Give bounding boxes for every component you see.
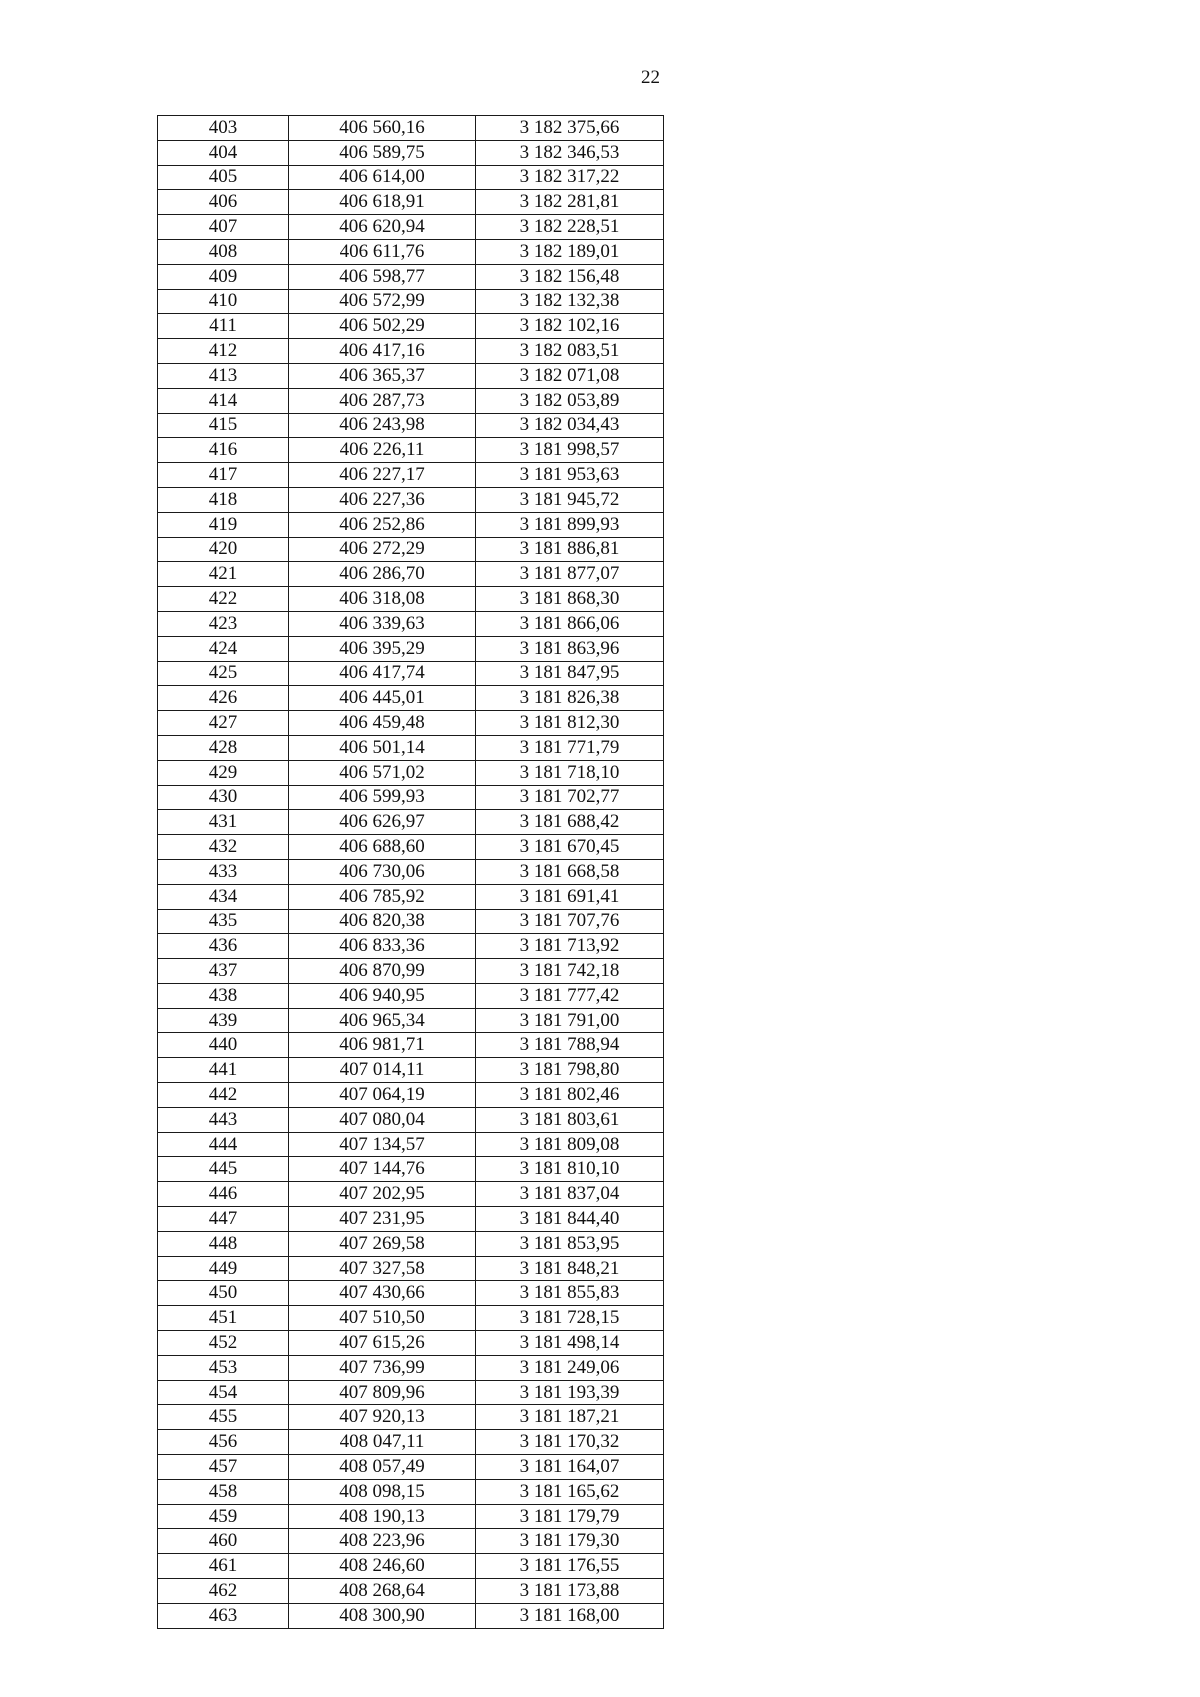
point-number-cell: 450 [158,1281,289,1306]
point-number-cell: 409 [158,264,289,289]
y-coordinate-cell: 3 182 156,48 [476,264,664,289]
table-row [158,959,664,984]
table-row [158,1529,664,1554]
point-number-cell: 413 [158,363,289,388]
point-number-cell: 403 [158,116,289,141]
table-row [158,1603,664,1628]
table-row [158,487,664,512]
coordinates-table [157,115,664,1629]
point-number-cell: 416 [158,438,289,463]
x-coordinate-cell: 406 459,48 [289,711,476,736]
y-coordinate-cell: 3 181 193,39 [476,1380,664,1405]
table-row [158,1033,664,1058]
table-row [158,339,664,364]
x-coordinate-cell: 406 445,01 [289,686,476,711]
y-coordinate-cell: 3 182 375,66 [476,116,664,141]
table-row [158,636,664,661]
table-row [158,438,664,463]
table-row [158,413,664,438]
point-number-cell: 455 [158,1405,289,1430]
point-number-cell: 414 [158,388,289,413]
table-row [158,1554,664,1579]
x-coordinate-cell: 406 940,95 [289,983,476,1008]
table-row [158,1355,664,1380]
point-number-cell: 405 [158,165,289,190]
point-number-cell: 457 [158,1455,289,1480]
y-coordinate-cell: 3 181 165,62 [476,1479,664,1504]
x-coordinate-cell: 406 501,14 [289,735,476,760]
table-row [158,215,664,240]
table-row [158,116,664,141]
table-row [158,314,664,339]
table-row [158,1281,664,1306]
point-number-cell: 419 [158,512,289,537]
y-coordinate-cell: 3 181 170,32 [476,1430,664,1455]
x-coordinate-cell: 406 395,29 [289,636,476,661]
x-coordinate-cell: 406 560,16 [289,116,476,141]
y-coordinate-cell: 3 182 053,89 [476,388,664,413]
x-coordinate-cell: 406 730,06 [289,859,476,884]
table-row [158,1008,664,1033]
y-coordinate-cell: 3 182 189,01 [476,239,664,264]
table-row [158,587,664,612]
y-coordinate-cell: 3 181 847,95 [476,661,664,686]
y-coordinate-cell: 3 181 866,06 [476,611,664,636]
x-coordinate-cell: 406 286,70 [289,562,476,587]
table-row [158,1107,664,1132]
point-number-cell: 429 [158,760,289,785]
y-coordinate-cell: 3 182 132,38 [476,289,664,314]
point-number-cell: 415 [158,413,289,438]
x-coordinate-cell: 406 620,94 [289,215,476,240]
y-coordinate-cell: 3 181 249,06 [476,1355,664,1380]
point-number-cell: 448 [158,1231,289,1256]
y-coordinate-cell: 3 181 728,15 [476,1306,664,1331]
table-row [158,512,664,537]
point-number-cell: 431 [158,810,289,835]
table-row [158,1380,664,1405]
point-number-cell: 432 [158,835,289,860]
table-row [158,1231,664,1256]
table-row [158,1430,664,1455]
x-coordinate-cell: 406 243,98 [289,413,476,438]
y-coordinate-cell: 3 181 498,14 [476,1331,664,1356]
point-number-cell: 439 [158,1008,289,1033]
table-row [158,909,664,934]
point-number-cell: 418 [158,487,289,512]
point-number-cell: 447 [158,1207,289,1232]
x-coordinate-cell: 406 417,74 [289,661,476,686]
y-coordinate-cell: 3 181 670,45 [476,835,664,860]
y-coordinate-cell: 3 181 771,79 [476,735,664,760]
x-coordinate-cell: 406 618,91 [289,190,476,215]
y-coordinate-cell: 3 181 688,42 [476,810,664,835]
point-number-cell: 410 [158,289,289,314]
point-number-cell: 440 [158,1033,289,1058]
table-row [158,264,664,289]
x-coordinate-cell: 406 614,00 [289,165,476,190]
y-coordinate-cell: 3 182 228,51 [476,215,664,240]
x-coordinate-cell: 407 014,11 [289,1058,476,1083]
y-coordinate-cell: 3 181 886,81 [476,537,664,562]
point-number-cell: 426 [158,686,289,711]
point-number-cell: 436 [158,934,289,959]
x-coordinate-cell: 407 327,58 [289,1256,476,1281]
point-number-cell: 407 [158,215,289,240]
point-number-cell: 404 [158,140,289,165]
x-coordinate-cell: 408 057,49 [289,1455,476,1480]
table-row [158,1306,664,1331]
table-row [158,735,664,760]
y-coordinate-cell: 3 181 164,07 [476,1455,664,1480]
y-coordinate-cell: 3 181 179,30 [476,1529,664,1554]
point-number-cell: 442 [158,1083,289,1108]
y-coordinate-cell: 3 181 855,83 [476,1281,664,1306]
x-coordinate-cell: 408 223,96 [289,1529,476,1554]
y-coordinate-cell: 3 181 713,92 [476,934,664,959]
y-coordinate-cell: 3 181 877,07 [476,562,664,587]
x-coordinate-cell: 407 064,19 [289,1083,476,1108]
point-number-cell: 435 [158,909,289,934]
point-number-cell: 458 [158,1479,289,1504]
x-coordinate-cell: 406 981,71 [289,1033,476,1058]
y-coordinate-cell: 3 181 777,42 [476,983,664,1008]
table-row [158,1256,664,1281]
table-row [158,611,664,636]
page-number: 22 [641,67,660,88]
y-coordinate-cell: 3 182 034,43 [476,413,664,438]
x-coordinate-cell: 407 920,13 [289,1405,476,1430]
table-row [158,810,664,835]
point-number-cell: 434 [158,884,289,909]
y-coordinate-cell: 3 181 803,61 [476,1107,664,1132]
y-coordinate-cell: 3 182 346,53 [476,140,664,165]
y-coordinate-cell: 3 181 998,57 [476,438,664,463]
point-number-cell: 454 [158,1380,289,1405]
y-coordinate-cell: 3 181 187,21 [476,1405,664,1430]
y-coordinate-cell: 3 181 837,04 [476,1182,664,1207]
table-row [158,1207,664,1232]
x-coordinate-cell: 406 318,08 [289,587,476,612]
x-coordinate-cell: 408 300,90 [289,1603,476,1628]
x-coordinate-cell: 408 047,11 [289,1430,476,1455]
table-row [158,388,664,413]
point-number-cell: 421 [158,562,289,587]
x-coordinate-cell: 406 417,16 [289,339,476,364]
point-number-cell: 424 [158,636,289,661]
table-row [158,884,664,909]
point-number-cell: 443 [158,1107,289,1132]
point-number-cell: 453 [158,1355,289,1380]
y-coordinate-cell: 3 181 707,76 [476,909,664,934]
y-coordinate-cell: 3 181 798,80 [476,1058,664,1083]
y-coordinate-cell: 3 181 809,08 [476,1132,664,1157]
point-number-cell: 459 [158,1504,289,1529]
table-row [158,983,664,1008]
point-number-cell: 427 [158,711,289,736]
table-row [158,1132,664,1157]
x-coordinate-cell: 407 231,95 [289,1207,476,1232]
point-number-cell: 438 [158,983,289,1008]
point-number-cell: 423 [158,611,289,636]
table-row [158,190,664,215]
y-coordinate-cell: 3 181 868,30 [476,587,664,612]
point-number-cell: 428 [158,735,289,760]
x-coordinate-cell: 407 202,95 [289,1182,476,1207]
table-row [158,1182,664,1207]
x-coordinate-cell: 406 339,63 [289,611,476,636]
point-number-cell: 460 [158,1529,289,1554]
point-number-cell: 445 [158,1157,289,1182]
point-number-cell: 463 [158,1603,289,1628]
x-coordinate-cell: 406 688,60 [289,835,476,860]
table-row [158,835,664,860]
x-coordinate-cell: 406 785,92 [289,884,476,909]
point-number-cell: 425 [158,661,289,686]
point-number-cell: 452 [158,1331,289,1356]
point-number-cell: 420 [158,537,289,562]
point-number-cell: 461 [158,1554,289,1579]
y-coordinate-cell: 3 181 179,79 [476,1504,664,1529]
y-coordinate-cell: 3 181 668,58 [476,859,664,884]
x-coordinate-cell: 407 615,26 [289,1331,476,1356]
y-coordinate-cell: 3 181 863,96 [476,636,664,661]
point-number-cell: 437 [158,959,289,984]
y-coordinate-cell: 3 181 810,10 [476,1157,664,1182]
y-coordinate-cell: 3 181 718,10 [476,760,664,785]
y-coordinate-cell: 3 181 791,00 [476,1008,664,1033]
y-coordinate-cell: 3 181 788,94 [476,1033,664,1058]
y-coordinate-cell: 3 182 071,08 [476,363,664,388]
table-row [158,165,664,190]
x-coordinate-cell: 407 430,66 [289,1281,476,1306]
point-number-cell: 411 [158,314,289,339]
x-coordinate-cell: 406 502,29 [289,314,476,339]
point-number-cell: 441 [158,1058,289,1083]
y-coordinate-cell: 3 182 317,22 [476,165,664,190]
y-coordinate-cell: 3 181 173,88 [476,1579,664,1604]
y-coordinate-cell: 3 182 083,51 [476,339,664,364]
table-row [158,562,664,587]
x-coordinate-cell: 407 134,57 [289,1132,476,1157]
x-coordinate-cell: 406 599,93 [289,785,476,810]
point-number-cell: 406 [158,190,289,215]
table-row [158,1405,664,1430]
y-coordinate-cell: 3 181 853,95 [476,1231,664,1256]
x-coordinate-cell: 408 268,64 [289,1579,476,1604]
table-row [158,1455,664,1480]
point-number-cell: 417 [158,463,289,488]
point-number-cell: 433 [158,859,289,884]
x-coordinate-cell: 406 572,99 [289,289,476,314]
table-row [158,1058,664,1083]
table-row [158,1157,664,1182]
coordinates-table-body [158,116,664,1629]
table-row [158,1504,664,1529]
table-row [158,785,664,810]
y-coordinate-cell: 3 181 844,40 [476,1207,664,1232]
table-row [158,289,664,314]
x-coordinate-cell: 407 080,04 [289,1107,476,1132]
point-number-cell: 412 [158,339,289,364]
x-coordinate-cell: 408 246,60 [289,1554,476,1579]
x-coordinate-cell: 406 820,38 [289,909,476,934]
x-coordinate-cell: 406 227,17 [289,463,476,488]
x-coordinate-cell: 408 098,15 [289,1479,476,1504]
table-row [158,1479,664,1504]
x-coordinate-cell: 406 272,29 [289,537,476,562]
x-coordinate-cell: 406 589,75 [289,140,476,165]
x-coordinate-cell: 406 571,02 [289,760,476,785]
table-row [158,140,664,165]
y-coordinate-cell: 3 181 702,77 [476,785,664,810]
table-row [158,363,664,388]
x-coordinate-cell: 406 227,36 [289,487,476,512]
point-number-cell: 408 [158,239,289,264]
point-number-cell: 446 [158,1182,289,1207]
y-coordinate-cell: 3 181 176,55 [476,1554,664,1579]
y-coordinate-cell: 3 181 742,18 [476,959,664,984]
table-row [158,859,664,884]
table-row [158,934,664,959]
x-coordinate-cell: 406 965,34 [289,1008,476,1033]
x-coordinate-cell: 406 626,97 [289,810,476,835]
table-row [158,1579,664,1604]
table-row [158,537,664,562]
x-coordinate-cell: 406 833,36 [289,934,476,959]
y-coordinate-cell: 3 182 102,16 [476,314,664,339]
table-row [158,711,664,736]
point-number-cell: 430 [158,785,289,810]
x-coordinate-cell: 407 144,76 [289,1157,476,1182]
x-coordinate-cell: 407 809,96 [289,1380,476,1405]
x-coordinate-cell: 406 598,77 [289,264,476,289]
x-coordinate-cell: 408 190,13 [289,1504,476,1529]
y-coordinate-cell: 3 181 826,38 [476,686,664,711]
table-row [158,1083,664,1108]
table-row [158,239,664,264]
y-coordinate-cell: 3 181 812,30 [476,711,664,736]
point-number-cell: 449 [158,1256,289,1281]
y-coordinate-cell: 3 181 899,93 [476,512,664,537]
y-coordinate-cell: 3 181 802,46 [476,1083,664,1108]
x-coordinate-cell: 407 510,50 [289,1306,476,1331]
table-row [158,661,664,686]
point-number-cell: 456 [158,1430,289,1455]
point-number-cell: 444 [158,1132,289,1157]
table-row [158,760,664,785]
y-coordinate-cell: 3 181 945,72 [476,487,664,512]
y-coordinate-cell: 3 181 168,00 [476,1603,664,1628]
point-number-cell: 451 [158,1306,289,1331]
table-row [158,1331,664,1356]
y-coordinate-cell: 3 181 848,21 [476,1256,664,1281]
x-coordinate-cell: 406 870,99 [289,959,476,984]
x-coordinate-cell: 406 226,11 [289,438,476,463]
y-coordinate-cell: 3 181 953,63 [476,463,664,488]
table-row [158,463,664,488]
x-coordinate-cell: 407 736,99 [289,1355,476,1380]
x-coordinate-cell: 407 269,58 [289,1231,476,1256]
y-coordinate-cell: 3 181 691,41 [476,884,664,909]
y-coordinate-cell: 3 182 281,81 [476,190,664,215]
x-coordinate-cell: 406 365,37 [289,363,476,388]
point-number-cell: 462 [158,1579,289,1604]
x-coordinate-cell: 406 287,73 [289,388,476,413]
x-coordinate-cell: 406 252,86 [289,512,476,537]
table-row [158,686,664,711]
point-number-cell: 422 [158,587,289,612]
x-coordinate-cell: 406 611,76 [289,239,476,264]
